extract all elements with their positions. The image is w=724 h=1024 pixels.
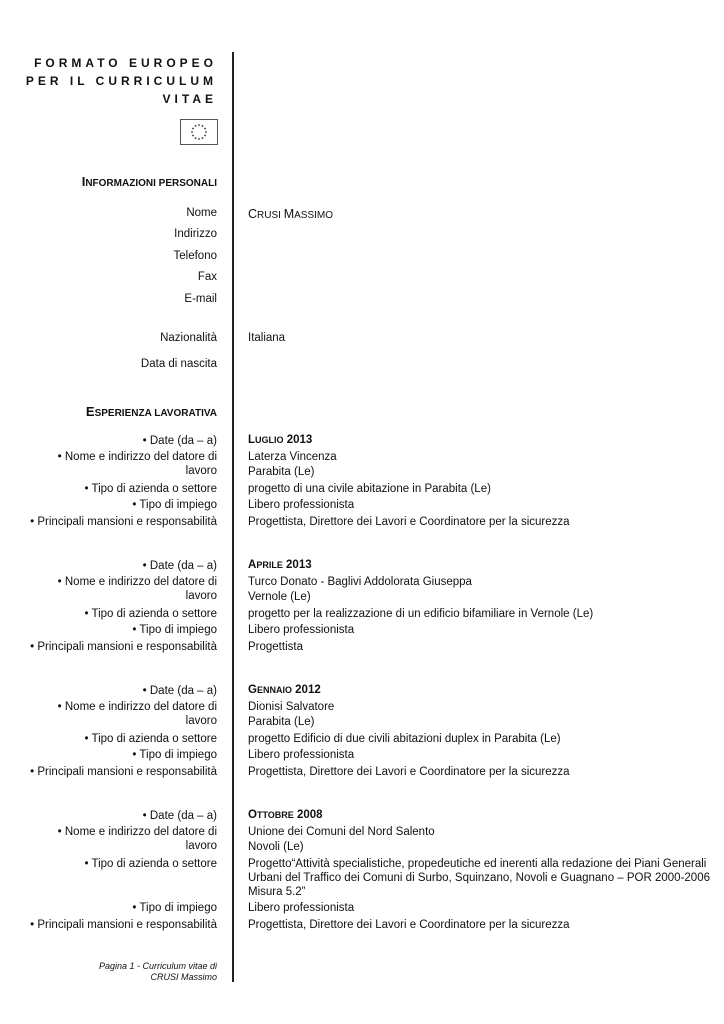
- address-label: Indirizzo: [174, 228, 217, 240]
- employer-label: • Nome e indirizzo del datore di: [57, 826, 217, 838]
- date-label: • Date (da – a): [142, 435, 217, 447]
- footer-line2: CRUSI Massimo: [150, 972, 217, 982]
- duties-label: • Principali mansioni e responsabilità: [30, 766, 217, 778]
- job-type-label: • Tipo di impiego: [132, 624, 217, 636]
- date-label: • Date (da – a): [142, 685, 217, 697]
- birth-date-label: Data di nascita: [140, 358, 217, 370]
- fax-label: Fax: [197, 271, 217, 283]
- date-label: • Date (da – a): [142, 560, 217, 572]
- job-type-label: • Tipo di impiego: [132, 499, 217, 511]
- employer-city: Parabita (Le): [248, 716, 315, 728]
- nationality-label: Nazionalità: [160, 332, 217, 344]
- employer-label: • Nome e indirizzo del datore di: [57, 451, 217, 463]
- cv-title-line2: PER IL CURRICULUM: [25, 74, 217, 88]
- job-type-value: Libero professionista: [248, 624, 355, 636]
- sector-value-line1: Progetto“Attività specialistiche, propedeutiche ed inerenti alla redazione dei Piani Generali: [248, 858, 707, 870]
- employer-city: Parabita (Le): [248, 466, 315, 478]
- duties-value: Progettista, Direttore dei Lavori e Coordinatore per la sicurezza: [248, 766, 570, 778]
- employer-name: Unione dei Comuni del Nord Salento: [248, 826, 435, 838]
- job-type-value: Libero professionista: [248, 749, 355, 761]
- employer-city: Novoli (Le): [248, 841, 304, 853]
- duties-label: • Principali mansioni e responsabilità: [30, 919, 217, 931]
- page-footer: [99, 961, 217, 983]
- name-label: Nome: [186, 207, 217, 219]
- email-label: E-mail: [184, 293, 217, 305]
- entry-date: LUGLIO 2013: [248, 434, 313, 446]
- work-experience-heading: ESPERIENZA LAVORATIVA: [85, 404, 217, 419]
- date-label: • Date (da – a): [142, 810, 217, 822]
- job-type-label: • Tipo di impiego: [132, 749, 217, 761]
- name-value: CRUSI MASSIMO: [248, 207, 334, 221]
- employer-label-cont: lavoro: [185, 590, 217, 602]
- sector-value: progetto Edificio di due civili abitazioni duplex in Parabita (Le): [248, 733, 561, 745]
- cv-title-line3: VITAE: [162, 92, 217, 106]
- employer-name: Laterza Vincenza: [248, 451, 337, 463]
- job-type-value: Libero professionista: [248, 902, 355, 914]
- sector-value-line3: Misura 5.2”: [248, 886, 306, 898]
- duties-label: • Principali mansioni e responsabilità: [30, 516, 217, 528]
- duties-label: • Principali mansioni e responsabilità: [30, 641, 217, 653]
- sector-value: progetto per la realizzazione di un edificio bifamiliare in Vernole (Le): [248, 608, 594, 620]
- employer-label-cont: lavoro: [185, 715, 217, 727]
- eu-flag-icon: [180, 119, 218, 145]
- employer-name: Dionisi Salvatore: [248, 701, 335, 713]
- sector-label: • Tipo di azienda o settore: [84, 483, 217, 495]
- entry-date: APRILE 2013: [248, 559, 312, 571]
- duties-value: Progettista, Direttore dei Lavori e Coordinatore per la sicurezza: [248, 516, 570, 528]
- column-divider: [232, 52, 234, 982]
- sector-label: • Tipo di azienda o settore: [84, 858, 217, 870]
- job-type-value: Libero professionista: [248, 499, 355, 511]
- employer-city: Vernole (Le): [248, 591, 311, 603]
- sector-label: • Tipo di azienda o settore: [84, 733, 217, 745]
- sector-value: progetto di una civile abitazione in Parabita (Le): [248, 483, 491, 495]
- footer-line1: Pagina 1 - Curriculum vitae di: [98, 961, 217, 971]
- nationality-value: Italiana: [248, 332, 286, 344]
- phone-label: Telefono: [173, 250, 217, 262]
- sector-label: • Tipo di azienda o settore: [84, 608, 217, 620]
- employer-label: • Nome e indirizzo del datore di: [57, 576, 217, 588]
- employer-label-cont: lavoro: [185, 840, 217, 852]
- duties-value: Progettista, Direttore dei Lavori e Coordinatore per la sicurezza: [248, 919, 570, 931]
- sector-value-line2: Urbani del Traffico dei Comuni di Surbo, Squinzano, Novoli e Guagnano – POR 2000-2006: [248, 872, 710, 884]
- entry-date: OTTOBRE 2008: [248, 809, 323, 821]
- duties-value: Progettista: [248, 641, 303, 653]
- employer-label: • Nome e indirizzo del datore di: [57, 701, 217, 713]
- job-type-label: • Tipo di impiego: [132, 902, 217, 914]
- employer-name: Turco Donato - Baglivi Addolorata Giuseppa: [248, 576, 472, 588]
- personal-info-heading: INFORMAZIONI PERSONALI: [81, 174, 217, 189]
- employer-label-cont: lavoro: [185, 465, 217, 477]
- cv-title-line1: FORMATO EUROPEO: [34, 56, 217, 70]
- entry-date: GENNAIO 2012: [248, 684, 321, 696]
